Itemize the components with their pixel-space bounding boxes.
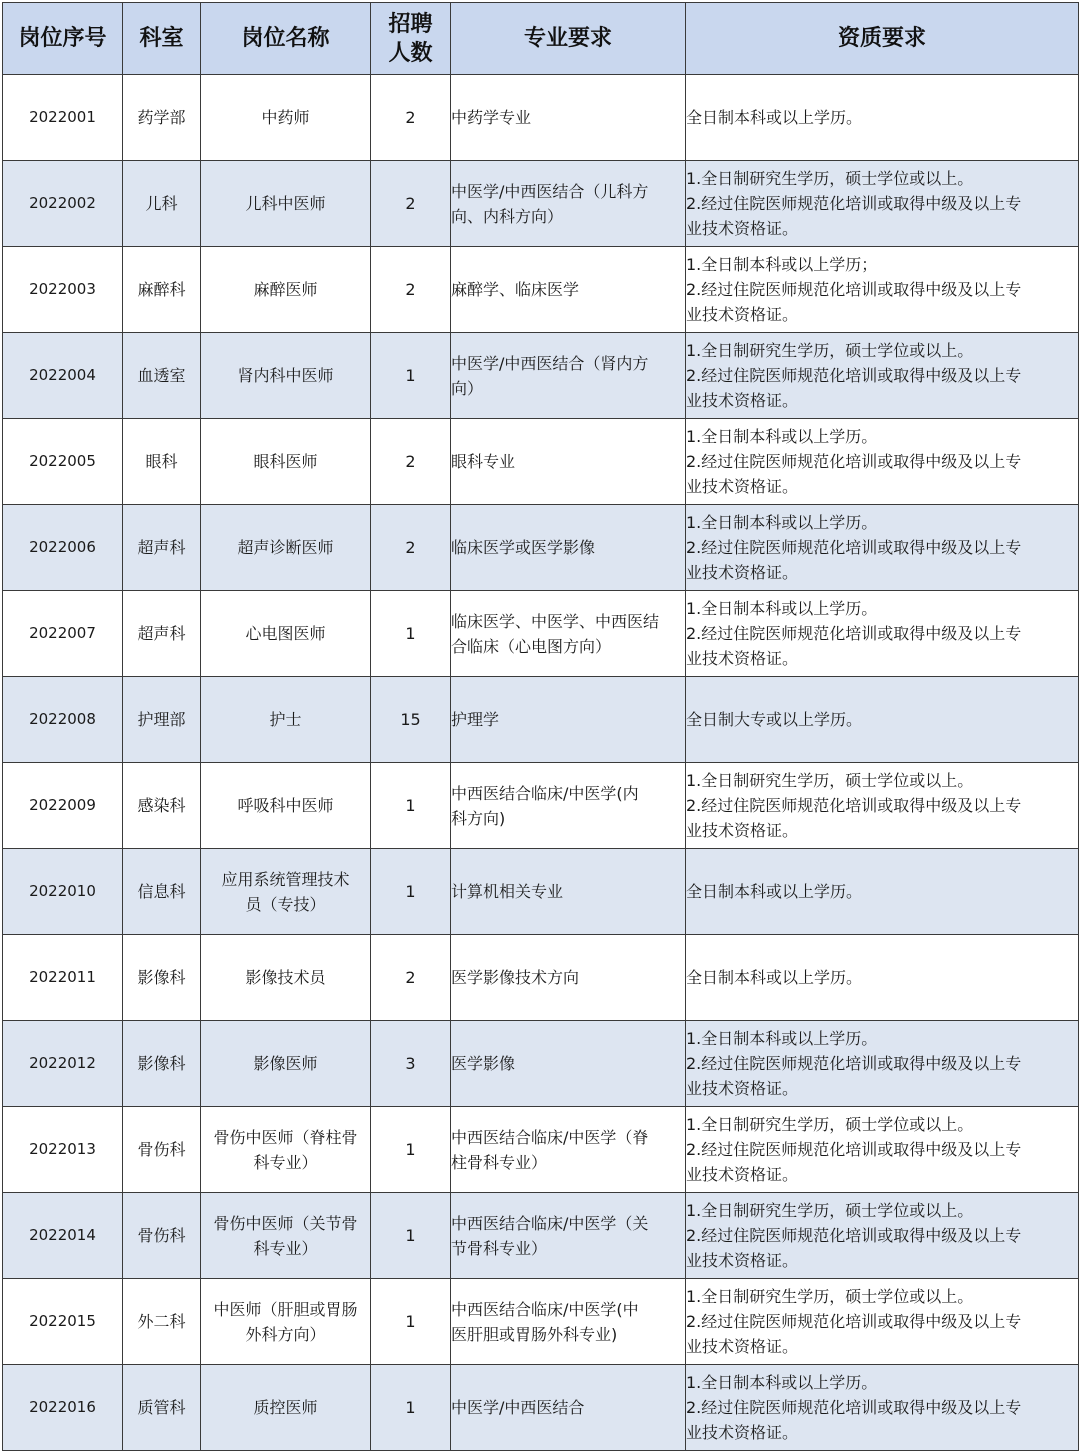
post-id: 2022008	[3, 677, 123, 763]
post-title: 超声诊断医师	[201, 505, 371, 591]
post-id: 2022001	[3, 75, 123, 161]
table-row	[3, 505, 1079, 591]
post-title: 中药师	[201, 75, 371, 161]
table-row	[3, 763, 1079, 849]
post-id: 2022010	[3, 849, 123, 935]
table-row	[3, 1365, 1079, 1451]
department: 眼科	[123, 419, 201, 505]
table-row	[3, 849, 1079, 935]
table-row	[3, 247, 1079, 333]
qualification-requirement: 1.全日制研究生学历，硕士学位或以上。 2.经过住院医师规范化培训或取得中级及以上专 业技术资格证。	[686, 1107, 1079, 1193]
qualification-requirement: 1.全日制研究生学历，硕士学位或以上。 2.经过住院医师规范化培训或取得中级及以上专 业技术资格证。	[686, 1193, 1079, 1279]
major-requirement: 中西医结合临床/中医学（关 节骨科专业）	[451, 1193, 686, 1279]
qualification-requirement: 1.全日制本科或以上学历。 2.经过住院医师规范化培训或取得中级及以上专 业技术资格证。	[686, 1365, 1079, 1451]
department: 药学部	[123, 75, 201, 161]
qualification-requirement: 1.全日制研究生学历，硕士学位或以上。 2.经过住院医师规范化培训或取得中级及以上专 业技术资格证。	[686, 1279, 1079, 1365]
department: 骨伤科	[123, 1107, 201, 1193]
major-requirement: 中西医结合临床/中医学(内 科方向)	[451, 763, 686, 849]
department: 超声科	[123, 591, 201, 677]
department: 外二科	[123, 1279, 201, 1365]
post-id: 2022007	[3, 591, 123, 677]
headcount: 1	[371, 1365, 451, 1451]
headcount: 1	[371, 1107, 451, 1193]
major-requirement: 眼科专业	[451, 419, 686, 505]
major-requirement: 麻醉学、临床医学	[451, 247, 686, 333]
headcount: 2	[371, 935, 451, 1021]
post-id: 2022011	[3, 935, 123, 1021]
department: 骨伤科	[123, 1193, 201, 1279]
post-id: 2022006	[3, 505, 123, 591]
post-title: 骨伤中医师（关节骨 科专业）	[201, 1193, 371, 1279]
post-title: 中医师（肝胆或胃肠 外科方向）	[201, 1279, 371, 1365]
table-row	[3, 75, 1079, 161]
post-id: 2022003	[3, 247, 123, 333]
major-requirement: 中药学专业	[451, 75, 686, 161]
department: 影像科	[123, 1021, 201, 1107]
post-title: 质控医师	[201, 1365, 371, 1451]
major-requirement: 中医学/中西医结合（肾内方 向）	[451, 333, 686, 419]
post-title: 儿科中医师	[201, 161, 371, 247]
department: 护理部	[123, 677, 201, 763]
post-title: 影像医师	[201, 1021, 371, 1107]
table-row	[3, 1107, 1079, 1193]
post-title: 影像技术员	[201, 935, 371, 1021]
headcount: 15	[371, 677, 451, 763]
post-title: 眼科医师	[201, 419, 371, 505]
headcount: 2	[371, 75, 451, 161]
department: 感染科	[123, 763, 201, 849]
post-title: 麻醉医师	[201, 247, 371, 333]
header-row	[3, 3, 1079, 75]
headcount: 3	[371, 1021, 451, 1107]
qualification-requirement: 1.全日制本科或以上学历； 2.经过住院医师规范化培训或取得中级及以上专 业技术资格证。	[686, 247, 1079, 333]
qualification-requirement: 1.全日制研究生学历，硕士学位或以上。 2.经过住院医师规范化培训或取得中级及以上专 业技术资格证。	[686, 333, 1079, 419]
post-id: 2022005	[3, 419, 123, 505]
qualification-requirement: 全日制本科或以上学历。	[686, 75, 1079, 161]
qualification-requirement: 1.全日制本科或以上学历。 2.经过住院医师规范化培训或取得中级及以上专 业技术资格证。	[686, 419, 1079, 505]
department: 儿科	[123, 161, 201, 247]
table-row	[3, 1193, 1079, 1279]
major-requirement: 医学影像技术方向	[451, 935, 686, 1021]
post-title: 护士	[201, 677, 371, 763]
department: 超声科	[123, 505, 201, 591]
department: 血透室	[123, 333, 201, 419]
department: 质管科	[123, 1365, 201, 1451]
post-title: 应用系统管理技术 员（专技）	[201, 849, 371, 935]
post-id: 2022014	[3, 1193, 123, 1279]
qualification-requirement: 全日制本科或以上学历。	[686, 935, 1079, 1021]
table-row	[3, 935, 1079, 1021]
headcount: 2	[371, 419, 451, 505]
department: 信息科	[123, 849, 201, 935]
headcount: 2	[371, 247, 451, 333]
department: 影像科	[123, 935, 201, 1021]
headcount: 1	[371, 333, 451, 419]
qualification-requirement: 全日制本科或以上学历。	[686, 849, 1079, 935]
headcount: 1	[371, 1193, 451, 1279]
post-title: 肾内科中医师	[201, 333, 371, 419]
header-post-title: 岗位名称	[201, 3, 371, 75]
major-requirement: 临床医学或医学影像	[451, 505, 686, 591]
post-id: 2022002	[3, 161, 123, 247]
major-requirement: 中西医结合临床/中医学（脊 柱骨科专业）	[451, 1107, 686, 1193]
qualification-requirement: 1.全日制研究生学历，硕士学位或以上。 2.经过住院医师规范化培训或取得中级及以上专 业技术资格证。	[686, 161, 1079, 247]
table-row	[3, 333, 1079, 419]
header-qualification-requirement: 资质要求	[686, 3, 1079, 75]
post-title: 心电图医师	[201, 591, 371, 677]
major-requirement: 医学影像	[451, 1021, 686, 1107]
table-row	[3, 1021, 1079, 1107]
major-requirement: 中西医结合临床/中医学(中 医肝胆或胃肠外科专业)	[451, 1279, 686, 1365]
qualification-requirement: 1.全日制本科或以上学历。 2.经过住院医师规范化培训或取得中级及以上专 业技术资格证。	[686, 505, 1079, 591]
qualification-requirement: 1.全日制本科或以上学历。 2.经过住院医师规范化培训或取得中级及以上专 业技术资格证。	[686, 591, 1079, 677]
headcount: 1	[371, 1279, 451, 1365]
table-row	[3, 161, 1079, 247]
table-row	[3, 1279, 1079, 1365]
header-post-id: 岗位序号	[3, 3, 123, 75]
headcount: 2	[371, 161, 451, 247]
header-headcount: 招聘 人数	[371, 3, 451, 75]
header-major-requirement: 专业要求	[451, 3, 686, 75]
post-title: 呼吸科中医师	[201, 763, 371, 849]
qualification-requirement: 1.全日制本科或以上学历。 2.经过住院医师规范化培训或取得中级及以上专 业技术资格证。	[686, 1021, 1079, 1107]
post-title: 骨伤中医师（脊柱骨 科专业）	[201, 1107, 371, 1193]
table-row	[3, 419, 1079, 505]
post-id: 2022015	[3, 1279, 123, 1365]
department: 麻醉科	[123, 247, 201, 333]
header-department: 科室	[123, 3, 201, 75]
qualification-requirement: 1.全日制研究生学历，硕士学位或以上。 2.经过住院医师规范化培训或取得中级及以上专 业技术资格证。	[686, 763, 1079, 849]
qualification-requirement: 全日制大专或以上学历。	[686, 677, 1079, 763]
post-id: 2022009	[3, 763, 123, 849]
major-requirement: 临床医学、中医学、中西医结 合临床（心电图方向）	[451, 591, 686, 677]
post-id: 2022004	[3, 333, 123, 419]
post-id: 2022016	[3, 1365, 123, 1451]
headcount: 1	[371, 763, 451, 849]
post-id: 2022012	[3, 1021, 123, 1107]
major-requirement: 计算机相关专业	[451, 849, 686, 935]
major-requirement: 中医学/中西医结合	[451, 1365, 686, 1451]
headcount: 1	[371, 591, 451, 677]
post-id: 2022013	[3, 1107, 123, 1193]
major-requirement: 中医学/中西医结合（儿科方 向、内科方向）	[451, 161, 686, 247]
table-row	[3, 677, 1079, 763]
recruitment-table	[2, 2, 1079, 1451]
table-row	[3, 591, 1079, 677]
major-requirement: 护理学	[451, 677, 686, 763]
headcount: 2	[371, 505, 451, 591]
headcount: 1	[371, 849, 451, 935]
